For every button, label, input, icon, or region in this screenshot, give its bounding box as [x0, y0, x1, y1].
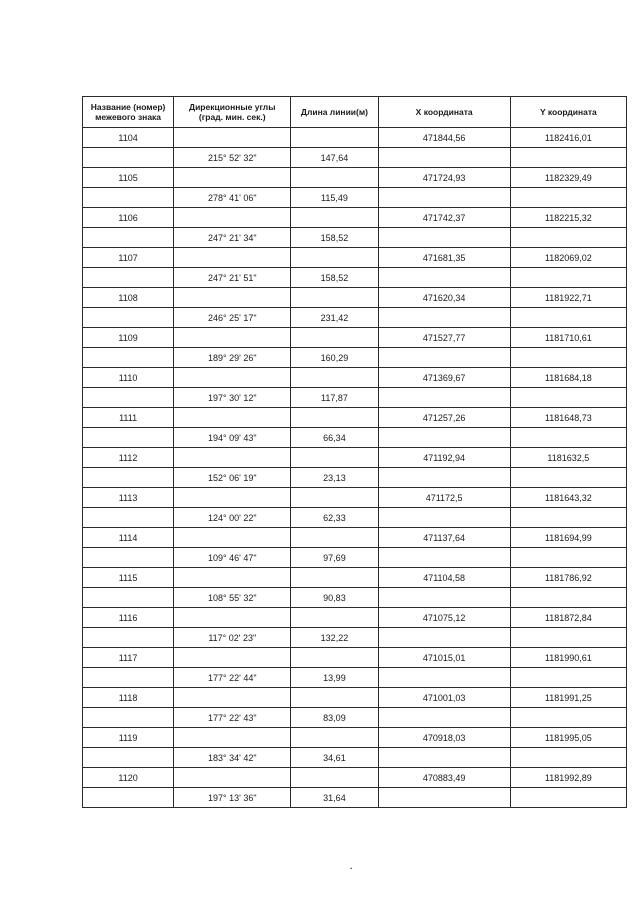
length-cell: 117,87: [291, 388, 378, 408]
y-coordinate-cell: [510, 508, 626, 528]
angle-cell: 177° 22' 44": [174, 668, 291, 688]
angle-cell: 124° 00' 22": [174, 508, 291, 528]
length-cell: [291, 208, 378, 228]
angle-cell: 197° 13' 36": [174, 788, 291, 808]
length-cell: 34,61: [291, 748, 378, 768]
x-coordinate-cell: [378, 748, 510, 768]
point-name-cell: 1117: [83, 648, 174, 668]
length-cell: 13,99: [291, 668, 378, 688]
boundary-coordinates-table: [82, 96, 627, 808]
angle-cell: [174, 608, 291, 628]
length-cell: 158,52: [291, 228, 378, 248]
y-coordinate-cell: 1181710,61: [510, 328, 626, 348]
table-row: [83, 448, 627, 468]
y-coordinate-cell: 1181648,73: [510, 408, 626, 428]
x-coordinate-cell: [378, 468, 510, 488]
y-coordinate-cell: 1182215,32: [510, 208, 626, 228]
header-y: Y координата: [510, 97, 626, 128]
table-header-row: [83, 97, 627, 128]
point-name-cell: 1119: [83, 728, 174, 748]
length-cell: [291, 528, 378, 548]
table-row: [83, 368, 627, 388]
header-x: X координата: [378, 97, 510, 128]
point-name-cell: 1105: [83, 168, 174, 188]
x-coordinate-cell: [378, 268, 510, 288]
length-cell: 231,42: [291, 308, 378, 328]
angle-cell: 108° 55' 32": [174, 588, 291, 608]
table-row: [83, 668, 627, 688]
point-name-cell: [83, 788, 174, 808]
table-row: [83, 788, 627, 808]
table-row: [83, 308, 627, 328]
y-coordinate-cell: 1182329,49: [510, 168, 626, 188]
length-cell: 83,09: [291, 708, 378, 728]
angle-cell: 247° 21' 51": [174, 268, 291, 288]
length-cell: 66,34: [291, 428, 378, 448]
x-coordinate-cell: [378, 708, 510, 728]
table-row: [83, 208, 627, 228]
point-name-cell: 1118: [83, 688, 174, 708]
point-name-cell: [83, 588, 174, 608]
point-name-cell: 1109: [83, 328, 174, 348]
angle-cell: [174, 208, 291, 228]
x-coordinate-cell: [378, 588, 510, 608]
angle-cell: [174, 128, 291, 148]
length-cell: [291, 288, 378, 308]
y-coordinate-cell: 1182069,02: [510, 248, 626, 268]
table-row: [83, 568, 627, 588]
point-name-cell: [83, 548, 174, 568]
angle-cell: [174, 568, 291, 588]
x-coordinate-cell: 471015,01: [378, 648, 510, 668]
point-name-cell: 1104: [83, 128, 174, 148]
table-row: [83, 708, 627, 728]
x-coordinate-cell: [378, 148, 510, 168]
point-name-cell: [83, 228, 174, 248]
x-coordinate-cell: 471192,94: [378, 448, 510, 468]
length-cell: 132,22: [291, 628, 378, 648]
table-row: [83, 268, 627, 288]
angle-cell: 117° 02' 23": [174, 628, 291, 648]
header-angle: Дирекционные углы (град. мин. сек.): [174, 97, 291, 128]
point-name-cell: 1120: [83, 768, 174, 788]
length-cell: 158,52: [291, 268, 378, 288]
length-cell: [291, 568, 378, 588]
page-mark: ·: [350, 864, 353, 873]
angle-cell: [174, 288, 291, 308]
table-row: [83, 348, 627, 368]
table-row: [83, 628, 627, 648]
angle-cell: 194° 09' 43": [174, 428, 291, 448]
table-row: [83, 748, 627, 768]
x-coordinate-cell: [378, 548, 510, 568]
table-row: [83, 488, 627, 508]
table-row: [83, 768, 627, 788]
y-coordinate-cell: [510, 628, 626, 648]
header-name: Название (номер) межевого знака: [83, 97, 174, 128]
table-row: [83, 588, 627, 608]
table-row: [83, 408, 627, 428]
length-cell: 160,29: [291, 348, 378, 368]
angle-cell: [174, 448, 291, 468]
y-coordinate-cell: 1181632,5: [510, 448, 626, 468]
table-row: [83, 528, 627, 548]
y-coordinate-cell: [510, 548, 626, 568]
y-coordinate-cell: [510, 588, 626, 608]
length-cell: [291, 368, 378, 388]
x-coordinate-cell: 471742,37: [378, 208, 510, 228]
x-coordinate-cell: [378, 788, 510, 808]
table-row: [83, 128, 627, 148]
angle-cell: 177° 22' 43": [174, 708, 291, 728]
y-coordinate-cell: 1181694,99: [510, 528, 626, 548]
angle-cell: 278° 41' 06": [174, 188, 291, 208]
length-cell: 31,64: [291, 788, 378, 808]
table-row: [83, 168, 627, 188]
x-coordinate-cell: [378, 348, 510, 368]
point-name-cell: [83, 628, 174, 648]
angle-cell: [174, 688, 291, 708]
point-name-cell: 1116: [83, 608, 174, 628]
point-name-cell: 1110: [83, 368, 174, 388]
y-coordinate-cell: [510, 148, 626, 168]
x-coordinate-cell: [378, 388, 510, 408]
table-row: [83, 648, 627, 668]
table-row: [83, 428, 627, 448]
point-name-cell: [83, 188, 174, 208]
angle-cell: [174, 528, 291, 548]
y-coordinate-cell: [510, 188, 626, 208]
table-row: [83, 688, 627, 708]
y-coordinate-cell: 1181990,61: [510, 648, 626, 668]
y-coordinate-cell: [510, 428, 626, 448]
length-cell: [291, 168, 378, 188]
table-row: [83, 608, 627, 628]
y-coordinate-cell: [510, 668, 626, 688]
x-coordinate-cell: [378, 188, 510, 208]
y-coordinate-cell: [510, 228, 626, 248]
length-cell: [291, 688, 378, 708]
length-cell: 90,83: [291, 588, 378, 608]
angle-cell: 152° 06' 19": [174, 468, 291, 488]
angle-cell: [174, 768, 291, 788]
length-cell: 97,69: [291, 548, 378, 568]
length-cell: [291, 128, 378, 148]
point-name-cell: [83, 508, 174, 528]
point-name-cell: [83, 708, 174, 728]
angle-cell: 109° 46' 47": [174, 548, 291, 568]
length-cell: 115,49: [291, 188, 378, 208]
length-cell: [291, 448, 378, 468]
x-coordinate-cell: [378, 508, 510, 528]
point-name-cell: [83, 308, 174, 328]
point-name-cell: [83, 268, 174, 288]
length-cell: [291, 768, 378, 788]
y-coordinate-cell: 1181922,71: [510, 288, 626, 308]
point-name-cell: 1111: [83, 408, 174, 428]
y-coordinate-cell: 1181872,84: [510, 608, 626, 628]
x-coordinate-cell: 471681,35: [378, 248, 510, 268]
y-coordinate-cell: 1181643,32: [510, 488, 626, 508]
angle-cell: [174, 408, 291, 428]
x-coordinate-cell: [378, 668, 510, 688]
angle-cell: [174, 728, 291, 748]
angle-cell: [174, 168, 291, 188]
angle-cell: 247° 21' 34": [174, 228, 291, 248]
y-coordinate-cell: 1181684,18: [510, 368, 626, 388]
length-cell: [291, 648, 378, 668]
angle-cell: 183° 34' 42": [174, 748, 291, 768]
point-name-cell: [83, 468, 174, 488]
length-cell: [291, 488, 378, 508]
table-row: [83, 328, 627, 348]
x-coordinate-cell: 471527,77: [378, 328, 510, 348]
x-coordinate-cell: [378, 228, 510, 248]
table-row: [83, 508, 627, 528]
x-coordinate-cell: 471001,03: [378, 688, 510, 708]
y-coordinate-cell: [510, 468, 626, 488]
table-row: [83, 288, 627, 308]
point-name-cell: [83, 748, 174, 768]
x-coordinate-cell: [378, 428, 510, 448]
point-name-cell: 1112: [83, 448, 174, 468]
angle-cell: 189° 29' 26": [174, 348, 291, 368]
y-coordinate-cell: [510, 348, 626, 368]
y-coordinate-cell: 1182416,01: [510, 128, 626, 148]
length-cell: 147,64: [291, 148, 378, 168]
point-name-cell: [83, 428, 174, 448]
table-row: [83, 248, 627, 268]
x-coordinate-cell: 471137,64: [378, 528, 510, 548]
x-coordinate-cell: [378, 628, 510, 648]
angle-cell: 215° 52' 32": [174, 148, 291, 168]
x-coordinate-cell: [378, 308, 510, 328]
angle-cell: 246° 25' 17": [174, 308, 291, 328]
length-cell: [291, 328, 378, 348]
point-name-cell: [83, 668, 174, 688]
angle-cell: [174, 328, 291, 348]
table-row: [83, 228, 627, 248]
y-coordinate-cell: 1181995,05: [510, 728, 626, 748]
length-cell: 62,33: [291, 508, 378, 528]
point-name-cell: 1108: [83, 288, 174, 308]
length-cell: [291, 248, 378, 268]
point-name-cell: 1107: [83, 248, 174, 268]
angle-cell: [174, 648, 291, 668]
y-coordinate-cell: 1181991,25: [510, 688, 626, 708]
x-coordinate-cell: 471620,34: [378, 288, 510, 308]
angle-cell: [174, 368, 291, 388]
length-cell: [291, 608, 378, 628]
y-coordinate-cell: [510, 708, 626, 728]
angle-cell: [174, 248, 291, 268]
header-length: Длина линии(м): [291, 97, 378, 128]
x-coordinate-cell: 471724,93: [378, 168, 510, 188]
point-name-cell: 1106: [83, 208, 174, 228]
angle-cell: 197° 30' 12": [174, 388, 291, 408]
length-cell: [291, 408, 378, 428]
table-row: [83, 188, 627, 208]
x-coordinate-cell: 470918,03: [378, 728, 510, 748]
y-coordinate-cell: [510, 388, 626, 408]
y-coordinate-cell: 1181992,89: [510, 768, 626, 788]
point-name-cell: [83, 388, 174, 408]
x-coordinate-cell: 471172,5: [378, 488, 510, 508]
y-coordinate-cell: [510, 748, 626, 768]
table-row: [83, 548, 627, 568]
y-coordinate-cell: 1181786,92: [510, 568, 626, 588]
angle-cell: [174, 488, 291, 508]
length-cell: 23,13: [291, 468, 378, 488]
point-name-cell: [83, 148, 174, 168]
x-coordinate-cell: 471257,26: [378, 408, 510, 428]
x-coordinate-cell: 471075,12: [378, 608, 510, 628]
y-coordinate-cell: [510, 268, 626, 288]
x-coordinate-cell: 470883,49: [378, 768, 510, 788]
table-row: [83, 468, 627, 488]
table-row: [83, 388, 627, 408]
x-coordinate-cell: 471369,67: [378, 368, 510, 388]
point-name-cell: 1114: [83, 528, 174, 548]
x-coordinate-cell: 471104,58: [378, 568, 510, 588]
table-body: [83, 128, 627, 808]
y-coordinate-cell: [510, 788, 626, 808]
table-row: [83, 728, 627, 748]
point-name-cell: [83, 348, 174, 368]
x-coordinate-cell: 471844,56: [378, 128, 510, 148]
point-name-cell: 1113: [83, 488, 174, 508]
table-row: [83, 148, 627, 168]
y-coordinate-cell: [510, 308, 626, 328]
point-name-cell: 1115: [83, 568, 174, 588]
length-cell: [291, 728, 378, 748]
